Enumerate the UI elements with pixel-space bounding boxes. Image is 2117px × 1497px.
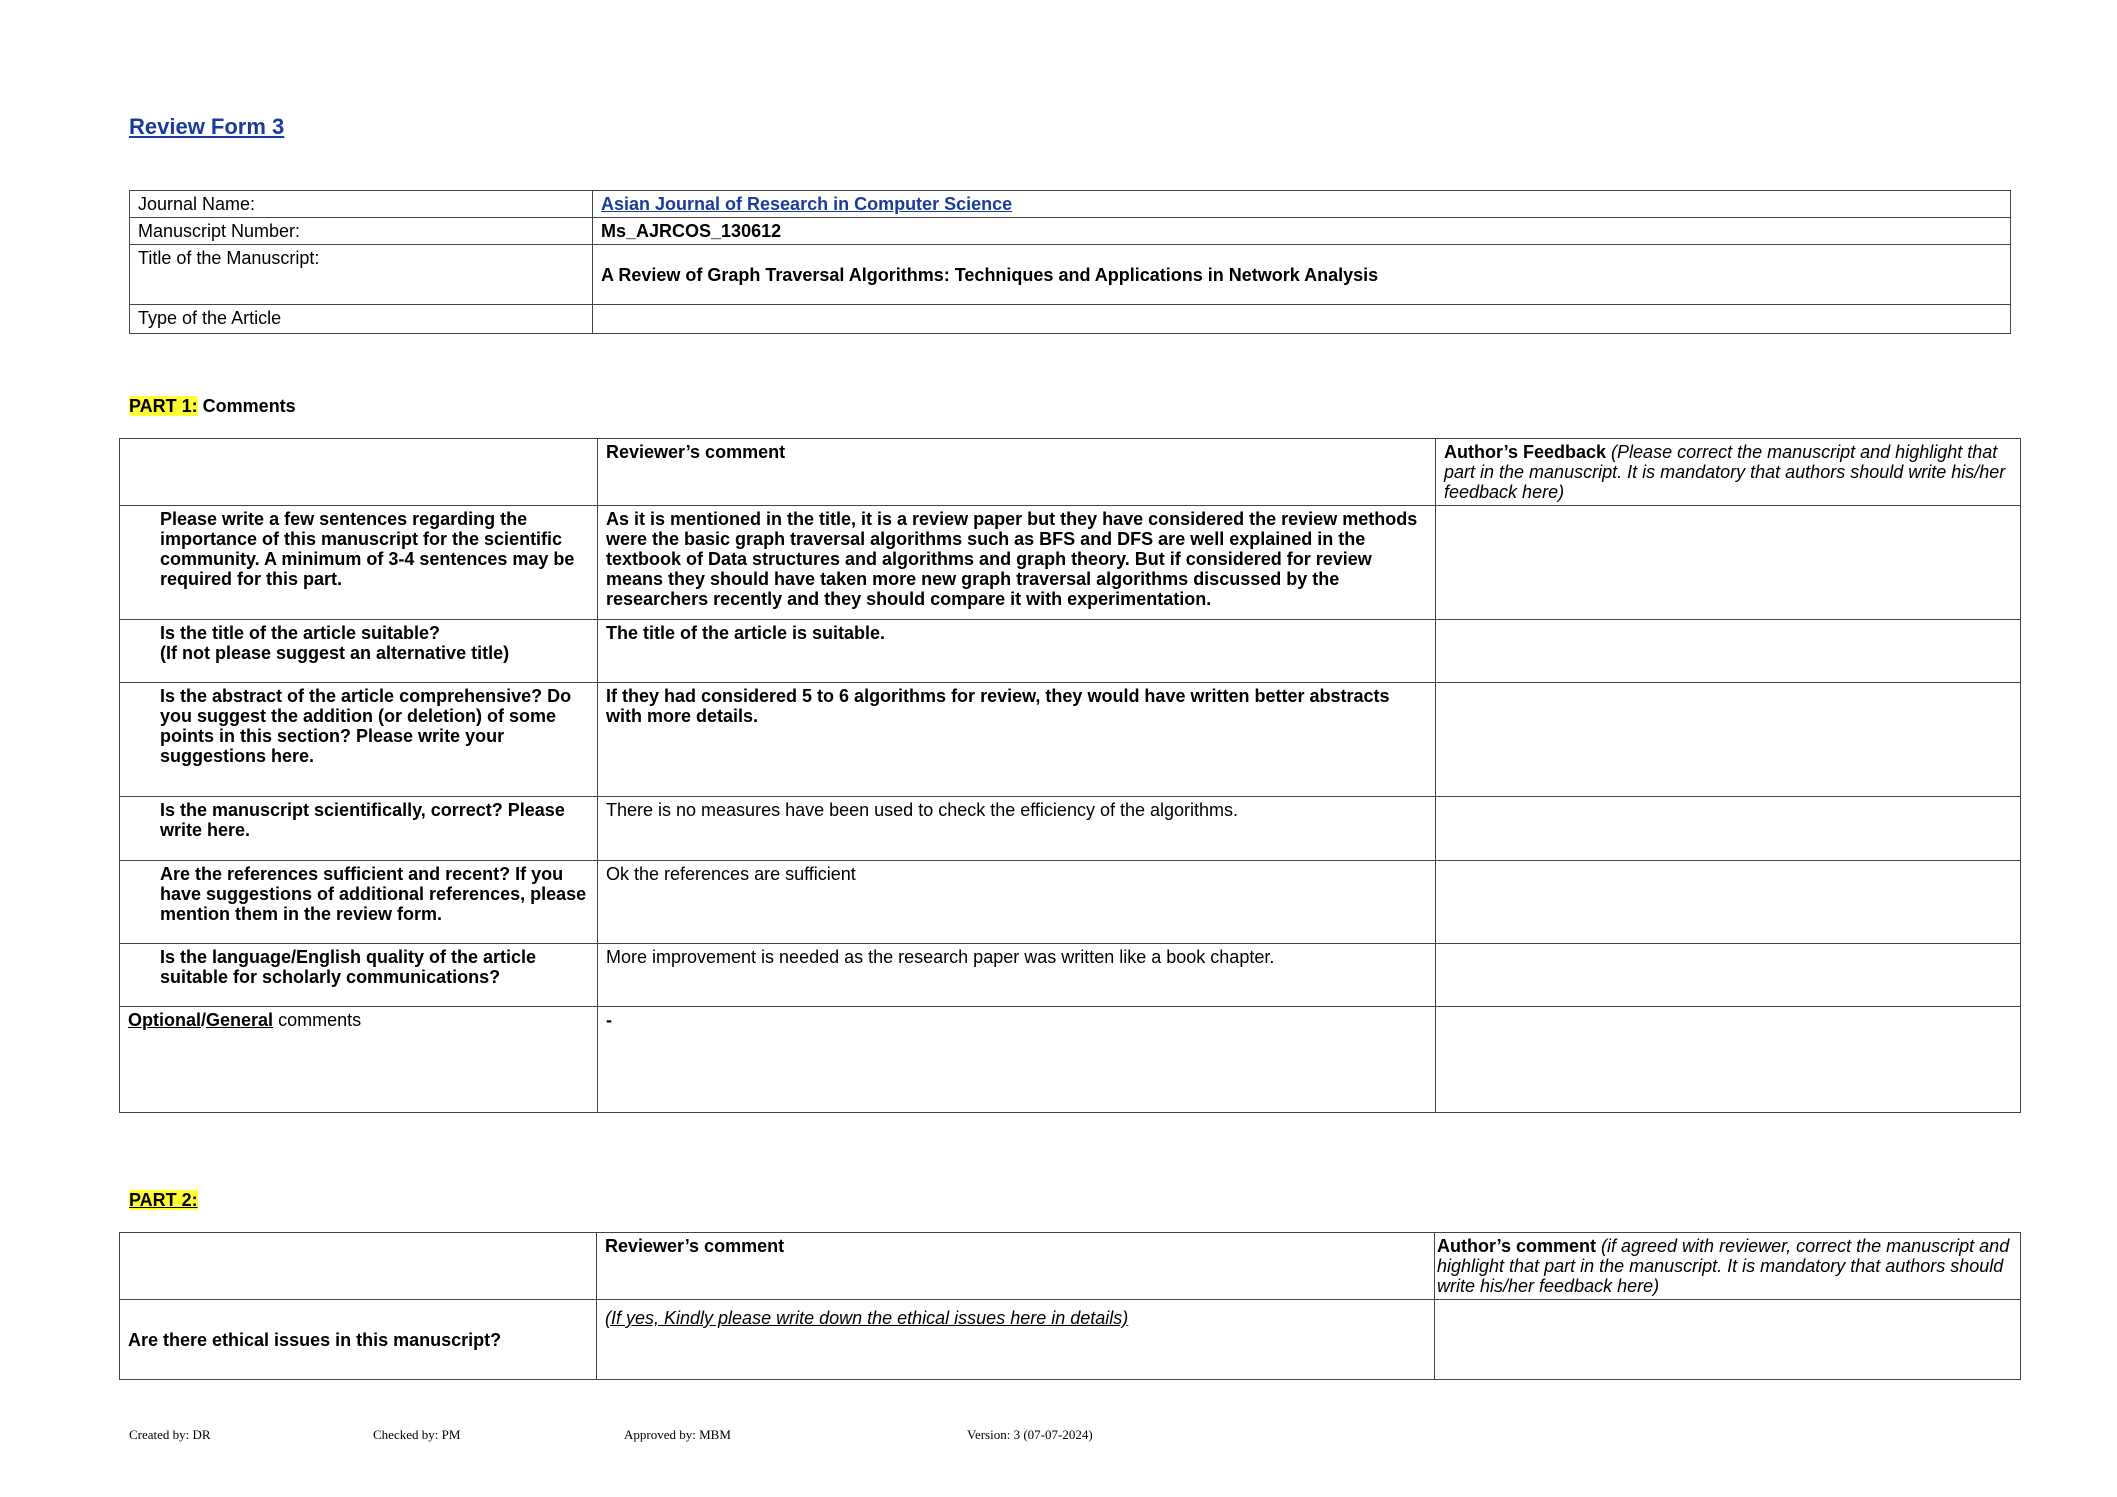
question-title: Is the title of the article suitable? (If not please suggest an alternative title) bbox=[120, 620, 598, 683]
ethical-issues-feedback[interactable] bbox=[1435, 1300, 2021, 1380]
question-scientific: Is the manuscript scientifically, correct? Please write here. bbox=[120, 797, 598, 861]
comment-references: Ok the references are sufficient bbox=[598, 861, 1436, 944]
manuscript-title: A Review of Graph Traversal Algorithms: Techniques and Applications in Network Analysis bbox=[593, 245, 2011, 305]
part1-heading bbox=[129, 396, 296, 417]
part2-label: PART 2: bbox=[129, 1190, 198, 1210]
feedback-language[interactable] bbox=[1436, 944, 2021, 1007]
article-type-value[interactable] bbox=[593, 305, 2011, 334]
footer-checked: Checked by: PM bbox=[373, 1427, 461, 1442]
question-references: Are the references sufficient and recent? If you have suggestions of additional references, please mention them in the review form. bbox=[120, 861, 598, 944]
table-row bbox=[120, 620, 2021, 683]
part2-heading bbox=[129, 1190, 198, 1211]
form-title: Review Form 3 bbox=[129, 114, 285, 139]
part2-header-row bbox=[120, 1233, 2021, 1300]
comment-importance: As it is mentioned in the title, it is a review paper but they have considered the review methods were the basic graph traversal algorithms such as BFS and DFS are well explained in the textbook of Data structures and algorithms and graph theory. But if considered for review means they should have taken more new graph traversal algorithms discussed by the researchers recently and they should compare it with experimentation. bbox=[598, 506, 1436, 620]
feedback-scientific[interactable] bbox=[1436, 797, 2021, 861]
question-importance: Please write a few sentences regarding the importance of this manuscript for the scientific community. A minimum of 3-4 sentences may be required for this part. bbox=[120, 506, 598, 620]
question-abstract: Is the abstract of the article comprehensive? Do you suggest the addition (or deletion) of some points in this section? Please write your suggestions here. bbox=[120, 683, 598, 797]
optional-general-comment: - bbox=[598, 1007, 1436, 1113]
feedback-title[interactable] bbox=[1436, 620, 2021, 683]
part1-header-reviewer: Reviewer’s comment bbox=[598, 439, 1436, 506]
footer-approved: Approved by: MBM bbox=[624, 1427, 731, 1442]
part2-header-reviewer: Reviewer’s comment bbox=[597, 1233, 1435, 1300]
part2-header-author: Author’s comment (if agreed with reviewer, correct the manuscript and highlight that part in the manuscript. It is mandatory that authors should write his/her feedback here) bbox=[1435, 1233, 2021, 1300]
comment-abstract: If they had considered 5 to 6 algorithms for review, they would have written better abstracts with more details. bbox=[598, 683, 1436, 797]
part1-header-author: Author’s Feedback (Please correct the manuscript and highlight that part in the manuscript. It is mandatory that authors should write his/her feedback here) bbox=[1436, 439, 2021, 506]
table-row bbox=[120, 1007, 2021, 1113]
comment-scientific: There is no measures have been used to check the efficiency of the algorithms. bbox=[598, 797, 1436, 861]
optional-general-label: Optional/General comments bbox=[120, 1007, 598, 1113]
article-type-label: Type of the Article bbox=[130, 305, 593, 334]
manuscript-number-label: Manuscript Number: bbox=[130, 218, 593, 245]
footer-created: Created by: DR bbox=[129, 1427, 211, 1442]
ethical-issues-comment: (If yes, Kindly please write down the ethical issues here in details) bbox=[597, 1300, 1435, 1380]
part1-header-empty bbox=[120, 439, 598, 506]
part1-header-row bbox=[120, 439, 2021, 506]
comment-title: The title of the article is suitable. bbox=[598, 620, 1436, 683]
part2-ethics-table bbox=[119, 1232, 2021, 1380]
part1-label: PART 1: bbox=[129, 396, 198, 416]
feedback-abstract[interactable] bbox=[1436, 683, 2021, 797]
manuscript-number: Ms_AJRCOS_130612 bbox=[593, 218, 2011, 245]
table-row bbox=[120, 861, 2021, 944]
table-row bbox=[120, 506, 2021, 620]
manuscript-info-table bbox=[129, 190, 2011, 334]
question-language: Is the language/English quality of the article suitable for scholarly communications? bbox=[120, 944, 598, 1007]
optional-general-feedback[interactable] bbox=[1436, 1007, 2021, 1113]
part2-header-empty bbox=[120, 1233, 597, 1300]
part1-suffix: Comments bbox=[197, 396, 296, 416]
feedback-importance[interactable] bbox=[1436, 506, 2021, 620]
part1-comments-table bbox=[119, 438, 2021, 1113]
table-row bbox=[120, 683, 2021, 797]
manuscript-title-label: Title of the Manuscript: bbox=[130, 245, 593, 305]
footer-version: Version: 3 (07-07-2024) bbox=[967, 1427, 1093, 1442]
feedback-references[interactable] bbox=[1436, 861, 2021, 944]
table-row bbox=[120, 1300, 2021, 1380]
table-row bbox=[120, 944, 2021, 1007]
table-row bbox=[120, 797, 2021, 861]
journal-name-link[interactable]: Asian Journal of Research in Computer Science bbox=[601, 194, 1013, 214]
ethical-issues-question: Are there ethical issues in this manuscript? bbox=[120, 1300, 597, 1380]
comment-language: More improvement is needed as the research paper was written like a book chapter. bbox=[598, 944, 1436, 1007]
journal-name-label: Journal Name: bbox=[130, 191, 593, 218]
